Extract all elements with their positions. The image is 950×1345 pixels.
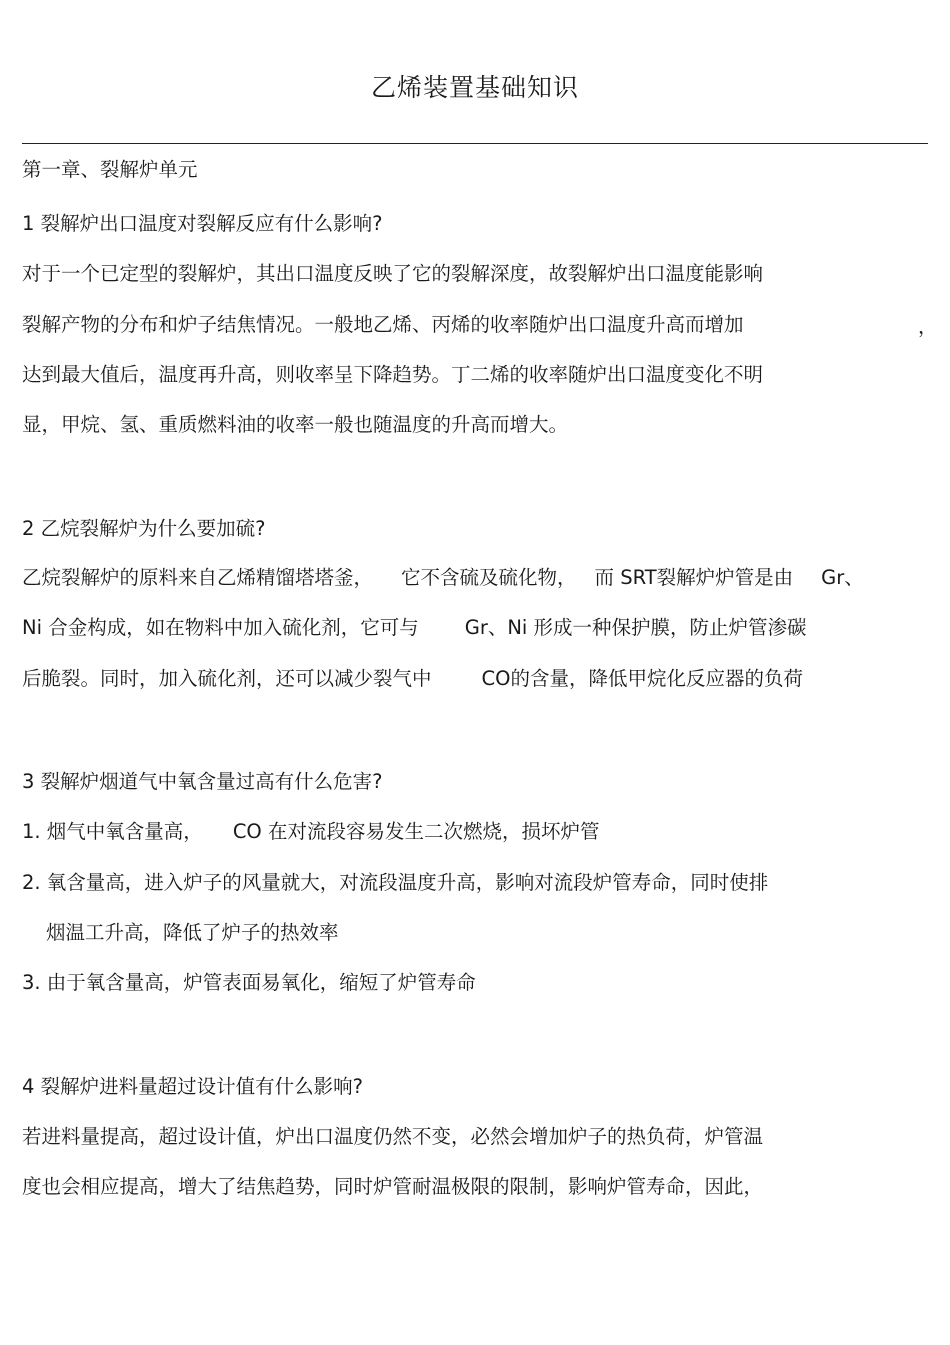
q4-line-1: 若进料量提高，超过设计值，炉出口温度仍然不变，必然会增加炉子的热负荷，炉管温	[22, 1125, 764, 1148]
q2-heading: 2 乙烷裂解炉为什么要加硫?	[22, 517, 266, 540]
chapter-heading: 第一章、裂解炉单元	[22, 158, 198, 181]
q1-heading: 1 裂解炉出口温度对裂解反应有什么影响?	[22, 212, 383, 235]
q1-line-3: 达到最大值后，温度再升高，则收率呈下降趋势。丁二烯的收率随炉出口温度变化不明	[22, 363, 764, 386]
q3-item-1-part-a: 1. 烟气中氧含量高，	[22, 820, 203, 843]
q2-line-2	[22, 614, 807, 642]
q1-line-2-tail: ，	[918, 315, 938, 338]
q2-line-1-part-b: 它不含硫及硫化物，	[401, 566, 577, 589]
title-divider	[22, 143, 928, 144]
q2-line-1-part-d: Gr、	[821, 566, 864, 589]
q2-line-3	[22, 665, 803, 693]
q3-item-2: 2. 氧含量高，进入炉子的风量就大，对流段温度升高，影响对流段炉管寿命，同时使排	[22, 871, 769, 894]
q2-line-2-part-b: Gr、Ni 形成一种保护膜，防止炉管渗碳	[464, 616, 807, 639]
q3-item-3: 3. 由于氧含量高，炉管表面易氧化，缩短了炉管寿命	[22, 971, 476, 994]
q3-item-2-cont: 烟温工升高，降低了炉子的热效率	[46, 921, 339, 944]
q2-line-1	[22, 564, 864, 592]
q1-line-4: 显，甲烷、氢、重质燃料油的收率一般也随温度的升高而增大。	[22, 413, 569, 436]
q4-heading: 4 裂解炉进料量超过设计值有什么影响?	[22, 1075, 363, 1098]
document-title: 乙烯装置基础知识	[370, 73, 579, 102]
q3-item-1	[22, 818, 599, 846]
q2-line-3-part-b: CO的含量，降低甲烷化反应器的负荷	[481, 667, 803, 690]
q2-line-2-part-a: Ni 合金构成，如在物料中加入硫化剂，它可与	[22, 616, 419, 639]
q2-line-1-part-c: 而 SRT裂解炉炉管是由	[594, 566, 794, 589]
q1-line-1: 对于一个已定型的裂解炉，其出口温度反映了它的裂解深度，故裂解炉出口温度能影响	[22, 262, 764, 285]
q4-line-2: 度也会相应提高，增大了结焦趋势，同时炉管耐温极限的限制，影响炉管寿命，因此，	[22, 1175, 764, 1198]
q1-line-2: 裂解产物的分布和炉子结焦情况。一般地乙烯、丙烯的收率随炉出口温度升高而增加	[22, 313, 744, 336]
q2-line-3-part-a: 后脆裂。同时，加入硫化剂，还可以减少裂气中	[22, 667, 432, 690]
q3-item-1-part-b: CO 在对流段容易发生二次燃烧，损坏炉管	[232, 820, 600, 843]
q3-heading: 3 裂解炉烟道气中氧含量过高有什么危害?	[22, 770, 383, 793]
q2-line-1-part-a: 乙烷裂解炉的原料来自乙烯精馏塔塔釜，	[22, 566, 374, 589]
